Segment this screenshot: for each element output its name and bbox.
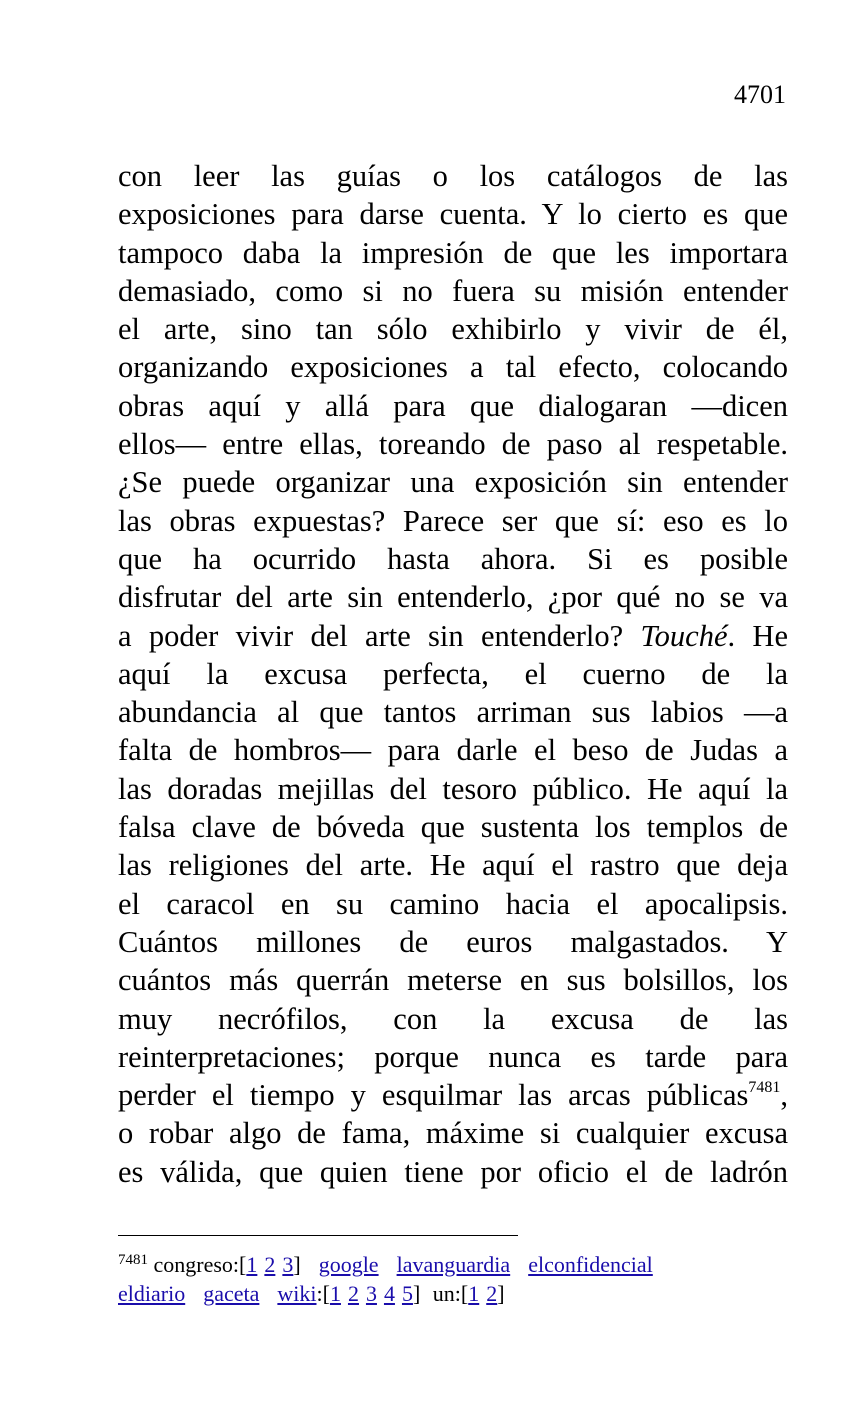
colon: : bbox=[316, 1281, 323, 1306]
text-line: que ha ocurrido hasta ahora. Si es posible bbox=[118, 541, 788, 576]
elconfidencial-link[interactable]: elconfidencial bbox=[528, 1252, 653, 1277]
gaceta-link[interactable]: gaceta bbox=[203, 1281, 260, 1306]
footnote bbox=[118, 1250, 788, 1308]
text-line: las religiones del arte. He aquí el rastro que deja bbox=[118, 848, 788, 883]
text-line: exposiciones para darse cuenta. Y lo cierto es que bbox=[118, 197, 788, 232]
text-line: aquí la excusa perfecta, el cuerno de la bbox=[118, 656, 788, 691]
wiki-link[interactable]: wiki bbox=[277, 1281, 317, 1306]
text-line: obras aquí y allá para que dialogaran —dicen bbox=[118, 388, 788, 423]
text-line: tampoco daba la impresión de que les importara bbox=[118, 235, 788, 270]
text-line: falsa clave de bóveda que sustenta los templos de bbox=[118, 810, 788, 845]
wiki-link-2[interactable]: 2 bbox=[347, 1281, 359, 1306]
page-number: 4701 bbox=[734, 80, 786, 109]
congreso-label: congreso: bbox=[153, 1252, 240, 1277]
footnote-reference[interactable]: 7481 bbox=[748, 1079, 781, 1097]
bracket: ] bbox=[497, 1281, 505, 1306]
text-line: o robar algo de fama, máxime si cualquier excusa bbox=[118, 1116, 788, 1151]
google-link[interactable]: google bbox=[318, 1252, 379, 1277]
text-segment: perder el tiempo y esquilmar las arcas públicas bbox=[118, 1078, 749, 1113]
text-line: es válida, que quien tiene por oficio el de ladrón bbox=[118, 1154, 788, 1189]
text-line: con leer las guías o los catálogos de las bbox=[118, 159, 788, 193]
bracket: [ bbox=[239, 1252, 247, 1277]
un-link-2[interactable]: 2 bbox=[486, 1281, 498, 1306]
text-segment: a poder vivir del arte sin entenderlo? bbox=[118, 618, 641, 653]
footnote-line bbox=[118, 1250, 788, 1279]
footnote-number: 7481 bbox=[118, 1252, 148, 1268]
text-line: reinterpretaciones; porque nunca es tarde para bbox=[118, 1039, 788, 1074]
text-line: las obras expuestas? Parece ser que sí: eso es lo bbox=[118, 503, 788, 538]
text-line: el caracol en su camino hacia el apocalipsis. bbox=[118, 886, 788, 921]
text-line: cuántos más querrán meterse en sus bolsillos, los bbox=[118, 963, 788, 998]
wiki-link-5[interactable]: 5 bbox=[401, 1281, 413, 1306]
congreso-link-1[interactable]: 1 bbox=[246, 1252, 258, 1277]
text-line bbox=[118, 617, 788, 655]
text-line: demasiado, como si no fuera su misión entender bbox=[118, 273, 788, 308]
bracket: ] bbox=[412, 1281, 421, 1306]
body-text bbox=[118, 157, 788, 1191]
bracket: [ bbox=[322, 1281, 330, 1306]
text-line: ¿Se puede organizar una exposición sin entender bbox=[118, 465, 788, 500]
lavanguardia-link[interactable]: lavanguardia bbox=[396, 1252, 511, 1277]
text-line: disfrutar del arte sin entenderlo, ¿por qué no se va bbox=[118, 580, 788, 615]
congreso-link-3[interactable]: 3 bbox=[282, 1252, 294, 1277]
un-label: un: bbox=[432, 1281, 461, 1306]
text-line: muy necrófilos, con la excusa de las bbox=[118, 1001, 788, 1036]
text-line: organizando exposiciones a tal efecto, colocando bbox=[118, 350, 788, 385]
footnote-divider bbox=[118, 1235, 518, 1236]
congreso-link-2[interactable]: 2 bbox=[264, 1252, 276, 1277]
footnote-line bbox=[118, 1279, 788, 1308]
eldiario-link[interactable]: eldiario bbox=[118, 1281, 186, 1306]
text-line: abundancia al que tantos arriman sus labios —a bbox=[118, 695, 788, 730]
text-line: las doradas mejillas del tesoro público. He aquí la bbox=[118, 771, 788, 806]
text-line: Cuántos millones de euros malgastados. Y bbox=[118, 924, 788, 959]
text-segment: . He bbox=[727, 618, 788, 653]
text-line bbox=[118, 1076, 788, 1114]
bracket: [ bbox=[460, 1281, 469, 1306]
un-link-1[interactable]: 1 bbox=[468, 1281, 480, 1306]
text-line: falta de hombros— para darle el beso de Judas a bbox=[118, 733, 788, 768]
italic-word: Touché bbox=[640, 618, 728, 653]
text-segment: , bbox=[780, 1078, 788, 1113]
bracket: ] bbox=[293, 1252, 301, 1277]
wiki-link-4[interactable]: 4 bbox=[383, 1281, 395, 1306]
wiki-link-3[interactable]: 3 bbox=[365, 1281, 377, 1306]
text-line: el arte, sino tan sólo exhibirlo y vivir de él, bbox=[118, 312, 788, 347]
wiki-link-1[interactable]: 1 bbox=[329, 1281, 341, 1306]
text-line: ellos— entre ellas, toreando de paso al respetable. bbox=[118, 427, 788, 462]
